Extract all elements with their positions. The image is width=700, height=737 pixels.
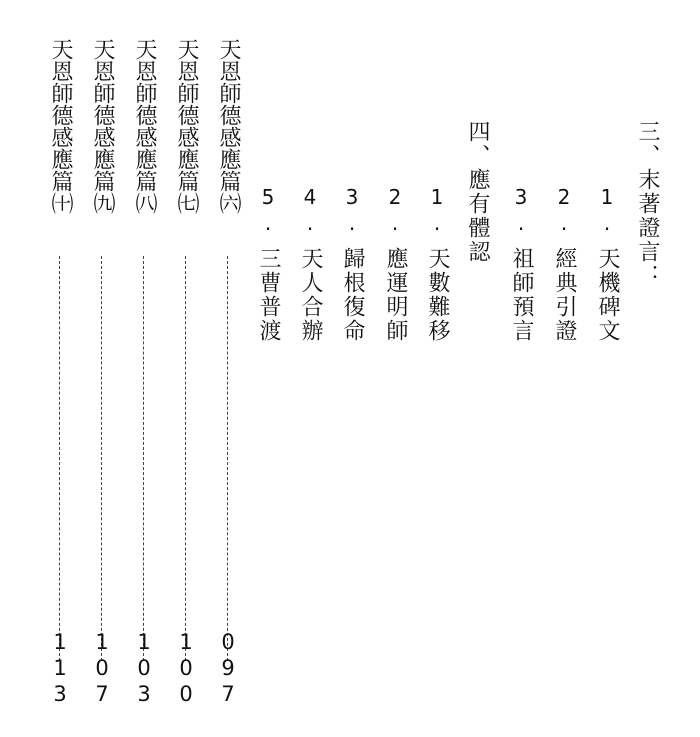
section-3-item-1 <box>596 185 618 343</box>
toc-entry-7 <box>173 38 199 708</box>
section-4-item-3 <box>341 185 363 343</box>
toc-entry-10 <box>47 38 73 708</box>
item-text: 三曹普渡 <box>256 247 281 343</box>
section-4-item-1 <box>426 185 448 343</box>
item-number: 3. <box>509 185 533 237</box>
toc-title: 天恩師德感應篇㈦ <box>174 38 199 214</box>
dotted-leader <box>143 256 144 661</box>
item-text: 天機碑文 <box>595 247 620 343</box>
dotted-leader <box>227 256 228 661</box>
section-4-item-5 <box>257 185 279 343</box>
item-number: 1. <box>595 185 619 237</box>
item-number: 3. <box>340 185 364 237</box>
item-number: 1. <box>425 185 449 237</box>
item-number: 2. <box>552 185 576 237</box>
item-text: 經典引證 <box>552 247 577 343</box>
section-4-item-2 <box>384 185 406 343</box>
item-text: 應運明師 <box>383 247 408 343</box>
section-4-item-4 <box>299 185 321 343</box>
toc-title: 天恩師德感應篇㈨ <box>90 38 115 214</box>
toc-page-number: 113 <box>48 630 72 708</box>
dotted-leader <box>59 256 60 661</box>
section-3-item-2 <box>553 185 575 343</box>
section-3-item-3 <box>510 185 532 343</box>
toc-page-number: 107 <box>90 630 114 708</box>
toc-entry-9 <box>89 38 115 708</box>
toc-entry-8 <box>131 38 157 708</box>
item-number: 4. <box>298 185 322 237</box>
dotted-leader <box>101 256 102 661</box>
toc-title: 天恩師德感應篇㈥ <box>216 38 241 214</box>
toc-page-number: 103 <box>132 630 156 708</box>
toc-page-number: 097 <box>216 630 240 708</box>
item-text: 歸根復命 <box>340 247 365 343</box>
dotted-leader <box>185 256 186 661</box>
item-text: 天人合辦 <box>298 247 323 343</box>
toc-entry-6 <box>215 38 241 708</box>
item-number: 5. <box>256 185 280 237</box>
item-text: 天數難移 <box>425 247 450 343</box>
toc-title: 天恩師德感應篇㈩ <box>48 38 73 214</box>
item-number: 2. <box>383 185 407 237</box>
section-3-heading: 三、末著證言： <box>635 120 660 288</box>
toc-page-number: 100 <box>174 630 198 708</box>
toc-title: 天恩師德感應篇㈧ <box>132 38 157 214</box>
section-4-heading: 四、應有體認 <box>465 120 490 264</box>
item-text: 祖師預言 <box>509 247 534 343</box>
